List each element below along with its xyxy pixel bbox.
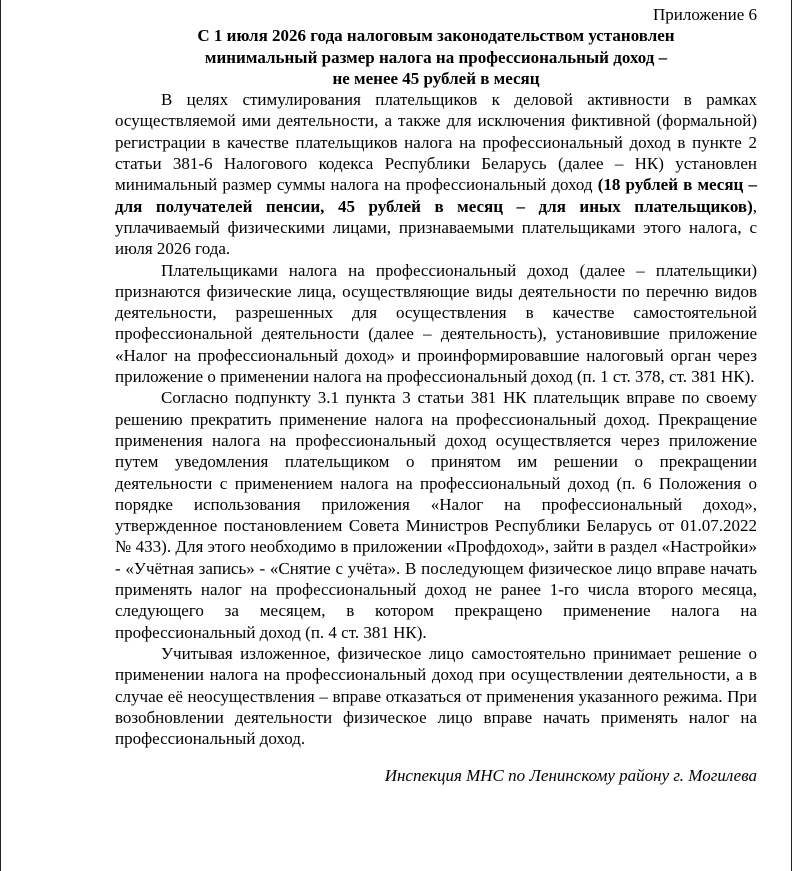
- paragraph-1-text-b: , уплачиваемый физическими лицами, признаваемыми плательщиками этого налога, с июля 2026 года.: [115, 196, 757, 259]
- signature: Инспекция МНС по Ленинскому району г. Могилева: [384, 766, 757, 786]
- title-line-1: С 1 июля 2026 года налоговым законодательством установлен: [197, 26, 675, 46]
- document-title: [115, 25, 757, 89]
- paragraph-2: Плательщиками налога на профессиональный доход (далее – плательщики) признаются физические лица, осуществляющие виды деятельности по перечню видов деятельности, разрешенных для осуществления в качестве самостоятельной профессиональной деятельности (далее – деятельность), установившие приложение «Налог на профессиональный доход» и проинформировавшие налоговый орган через приложение о применении налога на профессиональный доход (п. 1 ст. 378, ст. 381 НК).: [115, 260, 757, 387]
- paragraph-1: [115, 89, 757, 259]
- title-line-2: минимальный размер налога на профессиональный доход –: [204, 47, 668, 67]
- appendix-label: Приложение 6: [653, 5, 757, 24]
- paragraph-1-text-a: В целях стимулирования плательщиков к деловой активности в рамках осуществляемой ими деятельности, а также для исключения фиктивной (формальной) регистрации в качестве плательщиков налога на профессиональный доход в пункте 2 статьи 381-6 Налогового кодекса Республики Беларусь (далее – НК) установлен минимальный размер суммы налога на профессиональный доход: [115, 90, 757, 195]
- title-line-3: не менее 45 рублей в месяц: [332, 68, 540, 88]
- document-content: [115, 4, 757, 787]
- paragraph-3: Согласно подпункту 3.1 пункта 3 статьи 381 НК плательщик вправе по своему решению прекратить применение налога на профессиональный доход. Прекращение применения налога на профессиональный доход осуществляется через приложение путем уведомления плательщиком о принятом им решении о прекращении деятельности с применением налога на профессиональный доход (п. 6 Положения о порядке использования приложения «Налог на профессиональный доход», утвержденное постановлением Совета Министров Республики Беларусь от 01.07.2022 № 433). Для этого необходимо в приложении «Профдоход», зайти в раздел «Настройки» - «Учётная запись» - «Снятие с учёта». В последующем физическое лицо вправе начать применять налог на профессиональный доход не ранее 1-го числа второго месяца, следующего за месяцем, в котором прекращено применение налога на профессиональный доход (п. 4 ст. 381 НК).: [115, 388, 757, 642]
- paragraph-4: Учитывая изложенное, физическое лицо самостоятельно принимает решение о применении налога на профессиональный доход при осуществлении деятельности, а в случае её неосуществления – вправе отказаться от применения указанного режима. При возобновлении деятельности физическое лицо вправе начать применять налог на профессиональный доход.: [115, 643, 757, 749]
- paragraph-1-bold-text: (18 рублей в месяц – для получателей пенсии, 45 рублей в месяц – для иных плательщиков): [115, 175, 757, 216]
